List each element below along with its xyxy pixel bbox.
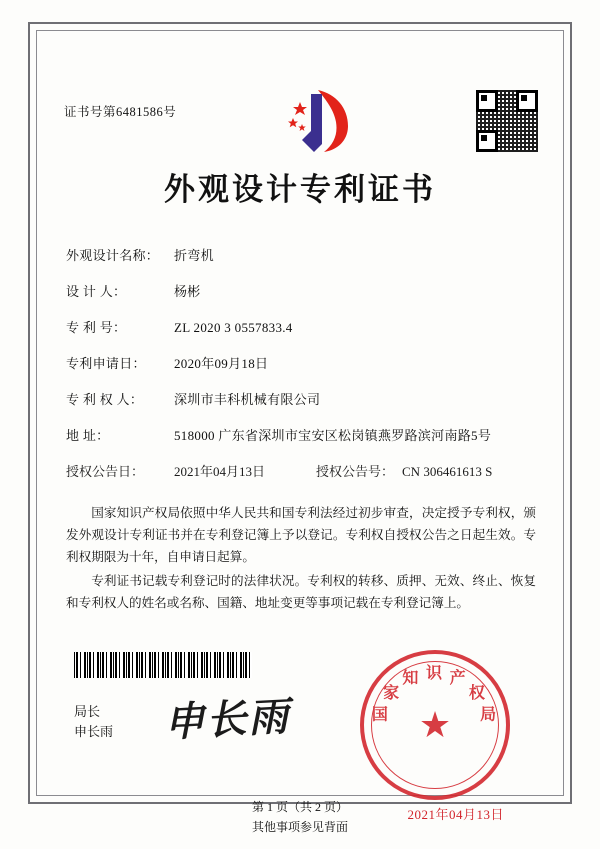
field-value: ZL 2020 3 0557833.4 [174,320,293,335]
page-number: 第 1 页（共 2 页） [251,800,348,814]
field-value: 2020年09月18日 [174,356,269,371]
grant-number-value: CN 306461613 S [402,464,493,479]
field-grant-row [66,461,544,480]
grant-date-value: 2021年04月13日 [174,464,266,479]
grant-date-label: 授权公告日： [66,464,145,479]
certificate-number: 证书号第6481586号 [64,105,177,119]
page-title: 外观设计专利证书 [164,172,436,208]
director-signature-block [74,702,113,742]
header-row [56,52,544,138]
field-designer [66,281,544,300]
seal-char: 识 [426,665,443,682]
field-label: 专 利 号： [66,320,127,335]
field-value: 深圳市丰科机械有限公司 [174,392,321,407]
seal-char: 知 [402,670,419,688]
field-patentee [66,389,544,408]
field-label: 设 计 人： [66,284,127,299]
field-list [56,245,544,480]
legal-paragraph-1: 国家知识产权局依照中华人民共和国专利法经过初步审查，决定授予专利权，颁发外观设计专利证书并在专利登记簿上予以登记。专利权自授权公告之日起生效。专利权期限为十年，自申请日起算。 [66,506,536,565]
field-address [66,425,544,444]
legal-text [56,502,544,614]
director-title: 局长 [74,704,101,719]
seal-char: 家 [383,685,400,703]
field-label: 外观设计名称： [66,248,160,263]
field-value: 杨彬 [174,284,201,299]
seal-char: 产 [449,670,466,688]
seal-date: 2021年04月13日 [407,807,504,822]
handwritten-signature: 申长雨 [163,692,292,747]
field-label: 地 址： [66,428,110,443]
seal-char: 权 [468,685,485,703]
field-application-date [66,353,544,372]
cnipa-logo [278,88,352,154]
legal-paragraph-2: 专利证书记载专利登记时的法律状况。专利权的转移、质押、无效、终止、恢复和专利权人的姓名或名称、国籍、地址变更等事项记载在专利登记簿上。 [66,574,536,611]
footer-note: 其他事项参见背面 [251,820,348,834]
seal-star: ★ [418,705,452,745]
grant-number-label: 授权公告号： [316,464,395,479]
field-patent-number [66,317,544,336]
barcode [74,652,252,678]
certificate-content [56,52,544,822]
qr-code-markers [476,90,538,152]
field-label: 专利申请日： [66,356,146,371]
director-name: 申长雨 [74,724,114,740]
seal-char: 局 [480,706,497,724]
seal-char: 国 [371,706,388,724]
official-seal [360,650,510,800]
field-value: 折弯机 [174,248,214,263]
field-value: 518000 广东省深圳市宝安区松岗镇燕罗路滨河南路5号 [174,428,492,443]
field-design-name [66,245,544,264]
field-label: 专 利 权 人： [66,392,144,407]
